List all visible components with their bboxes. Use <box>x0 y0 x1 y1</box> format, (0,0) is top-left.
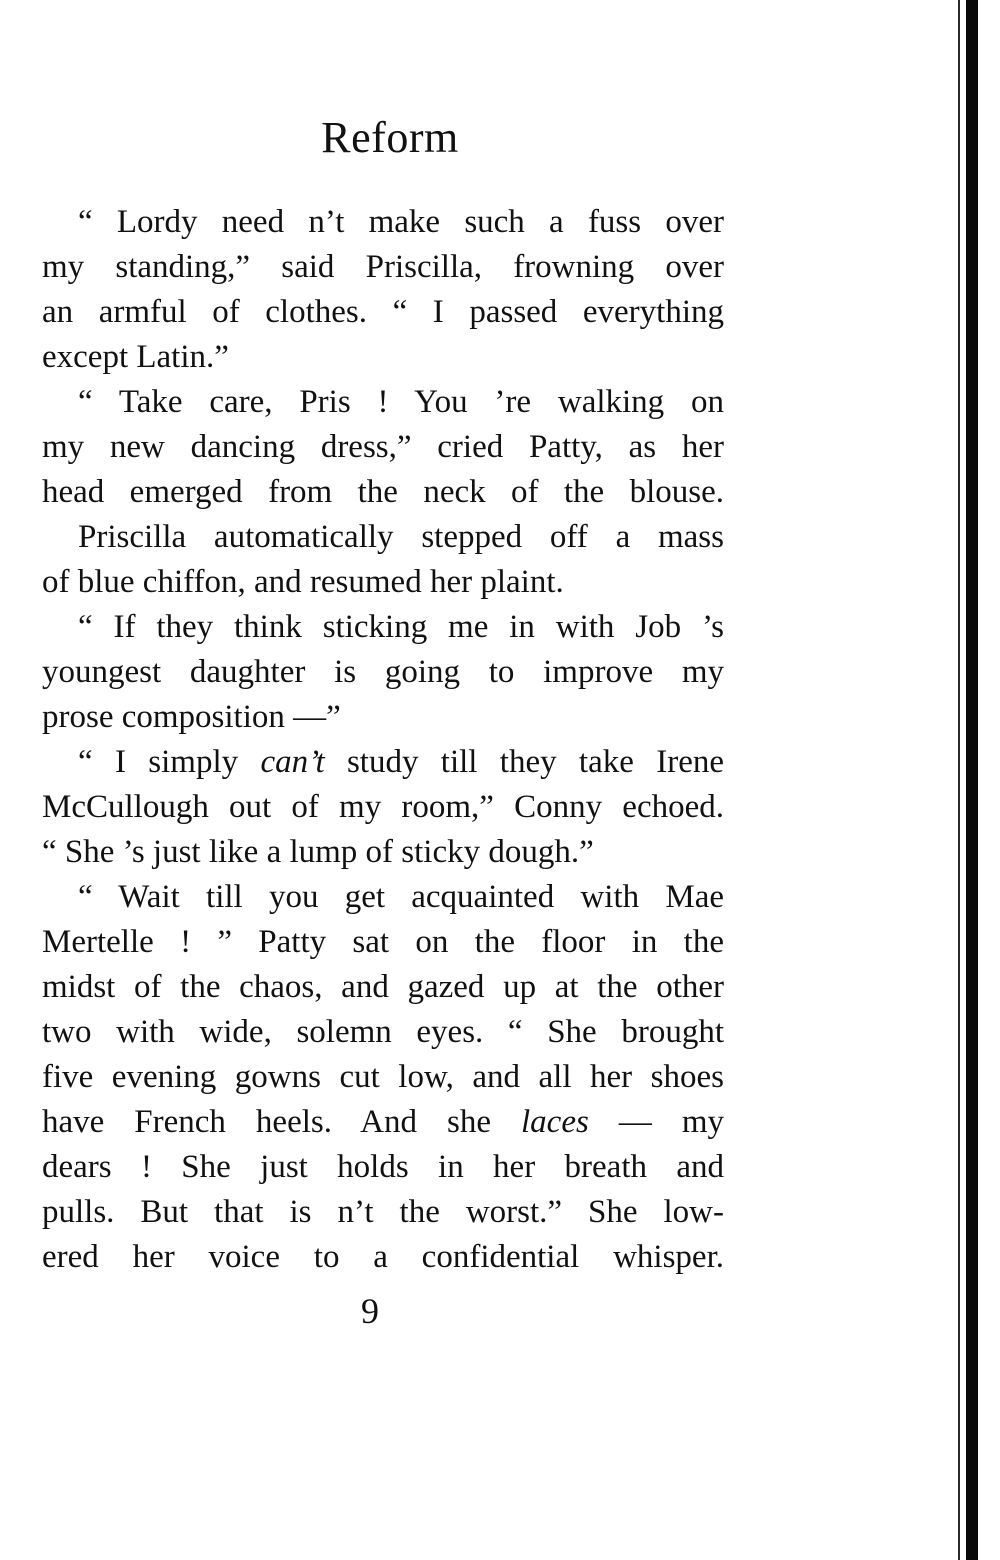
text-line: except Latin.” <box>42 339 229 375</box>
text-run: study till they take Irene <box>324 744 724 780</box>
text-line: Mertelle ! ” Patty sat on the floor in the <box>42 924 724 960</box>
text-line-with-italic <box>42 740 724 785</box>
text-run: — my <box>588 1104 724 1140</box>
text-line: “ Lordy need n’t make such a fuss over <box>78 204 724 240</box>
body-text <box>42 200 724 1280</box>
text-line: “ If they think sticking me in with Job ’s <box>78 609 724 645</box>
text-line: pulls. But that is n’t the worst.” She low- <box>42 1194 724 1230</box>
text-line: McCullough out of my room,” Conny echoed. <box>42 789 724 825</box>
text-line: prose composition —” <box>42 699 341 735</box>
italic-word: laces <box>521 1104 589 1140</box>
italic-word: can’t <box>260 744 325 780</box>
text-line: “ Take care, Pris ! You ’re walking on <box>78 384 724 420</box>
text-line: five evening gowns cut low, and all her shoes <box>42 1059 724 1095</box>
text-run: “ I simply <box>78 744 261 780</box>
text-line: my standing,” said Priscilla, frowning over <box>42 249 724 285</box>
text-line: youngest daughter is going to improve my <box>42 654 724 690</box>
text-line: head emerged from the neck of the blouse. <box>42 474 724 510</box>
text-line: dears ! She just holds in her breath and <box>42 1149 724 1185</box>
text-line: an armful of clothes. “ I passed everything <box>42 294 724 330</box>
text-line: of blue chiffon, and resumed her plaint. <box>42 564 564 600</box>
text-line: “ Wait till you get acquainted with Mae <box>78 879 724 915</box>
text-line: two with wide, solemn eyes. “ She brought <box>42 1014 724 1050</box>
text-run: have French heels. And she <box>42 1104 521 1140</box>
text-line-with-italic <box>42 1100 724 1145</box>
page-binding-edge-thin <box>958 0 960 1560</box>
text-line: “ She ’s just like a lump of sticky dough.” <box>42 834 594 870</box>
running-head: Reform <box>321 113 459 162</box>
page-number: 9 <box>361 1291 379 1331</box>
text-line: my new dancing dress,” cried Patty, as her <box>42 429 724 465</box>
text-line: ered her voice to a confidential whisper. <box>42 1239 724 1275</box>
page-binding-edge <box>966 0 978 1560</box>
text-line: Priscilla automatically stepped off a mass <box>78 519 724 555</box>
text-line: midst of the chaos, and gazed up at the other <box>42 969 724 1005</box>
